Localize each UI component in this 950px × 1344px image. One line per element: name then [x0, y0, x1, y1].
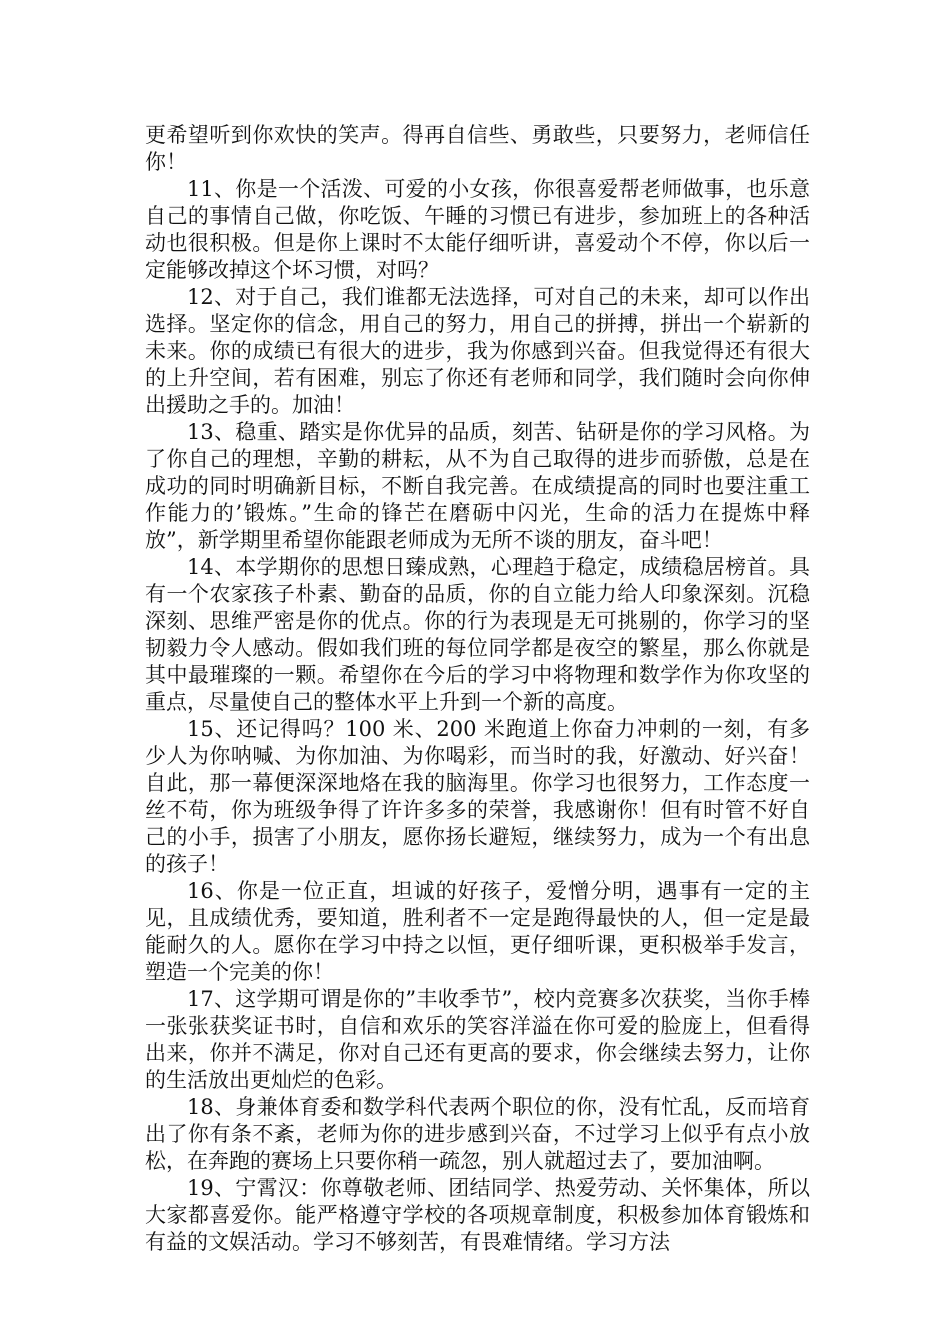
paragraph-11: 11、你是一个活泼、可爱的小女孩，你很喜爱帮老师做事，也乐意自己的事情自己做，你吃饭、午睡的习惯已有进步，参加班上的各种活动也很积极。但是你上课时不太能仔细听讲，喜爱动个不停，你以后一定能够改掉这个坏习惯，对吗？	[145, 177, 810, 282]
paragraph-15: 15、还记得吗？100 米、200 米跑道上你奋力冲刺的一刻，有多少人为你呐喊、为你加油、为你喝彩，而当时的我，好激动、好兴奋！自此，那一幕便深深地烙在我的脑海里。你学习也很努力，工作态度一丝不苟，你为班级争得了许许多多的荣誉，我感谢你！但有时管不好自己的小手，损害了小朋友，愿你扬长避短，继续努力，成为一个有出息的孩子！	[145, 717, 810, 876]
paragraph-16: 16、你是一位正直，坦诚的好孩子，爱憎分明，遇事有一定的主见，且成绩优秀，要知道，胜利者不一定是跑得最快的人，但一定是最能耐久的人。愿你在学习中持之以恒，更仔细听课，更积极举手发言，塑造一个完美的你！	[145, 879, 810, 984]
paragraph-12: 12、对于自己，我们谁都无法选择，可对自己的未来，却可以作出选择。坚定你的信念，用自己的努力，用自己的拼搏，拼出一个崭新的未来。你的成绩已有很大的进步，我为你感到兴奋。但我觉得还有很大的上升空间，若有困难，别忘了你还有老师和同学，我们随时会向你伸出援助之手的。加油！	[145, 285, 810, 417]
document-body	[145, 122, 810, 1256]
paragraph-18: 18、身兼体育委和数学科代表两个职位的你，没有忙乱，反而培育出了你有条不紊，老师为你的进步感到兴奋，不过学习上似乎有点小放松，在奔跑的赛场上只要你稍一疏忽，别人就超过去了，要加油啊。	[145, 1095, 810, 1173]
paragraph-14: 14、本学期你的思想日臻成熟，心理趋于稳定，成绩稳居榜首。具有一个农家孩子朴素、勤奋的品质，你的自立能力给人印象深刻。沉稳深刻、思维严密是你的优点。你的行为表现是无可挑剔的，你学习的坚韧毅力令人感动。假如我们班的每位同学都是夜空的繁星，那么你就是其中最璀璨的一颗。希望你在今后的学习中将物理和数学作为你攻坚的重点，尽量使自己的整体水平上升到一个新的高度。	[145, 555, 810, 714]
paragraph-19: 19、宁霄汉：你尊敬老师、团结同学、热爱劳动、关怀集体，所以大家都喜爱你。能严格遵守学校的各项规章制度，积极参加体育锻炼和有益的文娱活动。学习不够刻苦，有畏难情绪。学习方法	[145, 1176, 810, 1254]
paragraph-continued: 更希望听到你欢快的笑声。得再自信些、勇敢些，只要努力，老师信任你！	[145, 123, 810, 174]
paragraph-17: 17、这学期可谓是你的”丰收季节”，校内竞赛多次获奖，当你手棒一张张获奖证书时，自信和欢乐的笑容洋溢在你可爱的脸庞上，但看得出来，你并不满足，你对自己还有更高的要求，你会继续去努力，让你的生活放出更灿烂的色彩。	[145, 987, 810, 1092]
paragraph-13: 13、稳重、踏实是你优异的品质，刻苦、钻研是你的学习风格。为了你自己的理想，辛勤的耕耘，从不为自己取得的进步而骄傲，总是在成功的同时明确新目标，不断自我完善。在成绩提高的同时也要注重工作能力的’锻炼。”生命的锋芒在磨砺中闪光，生命的活力在提炼中释放”，新学期里希望你能跟老师成为无所不谈的朋友，奋斗吧！	[145, 420, 810, 552]
